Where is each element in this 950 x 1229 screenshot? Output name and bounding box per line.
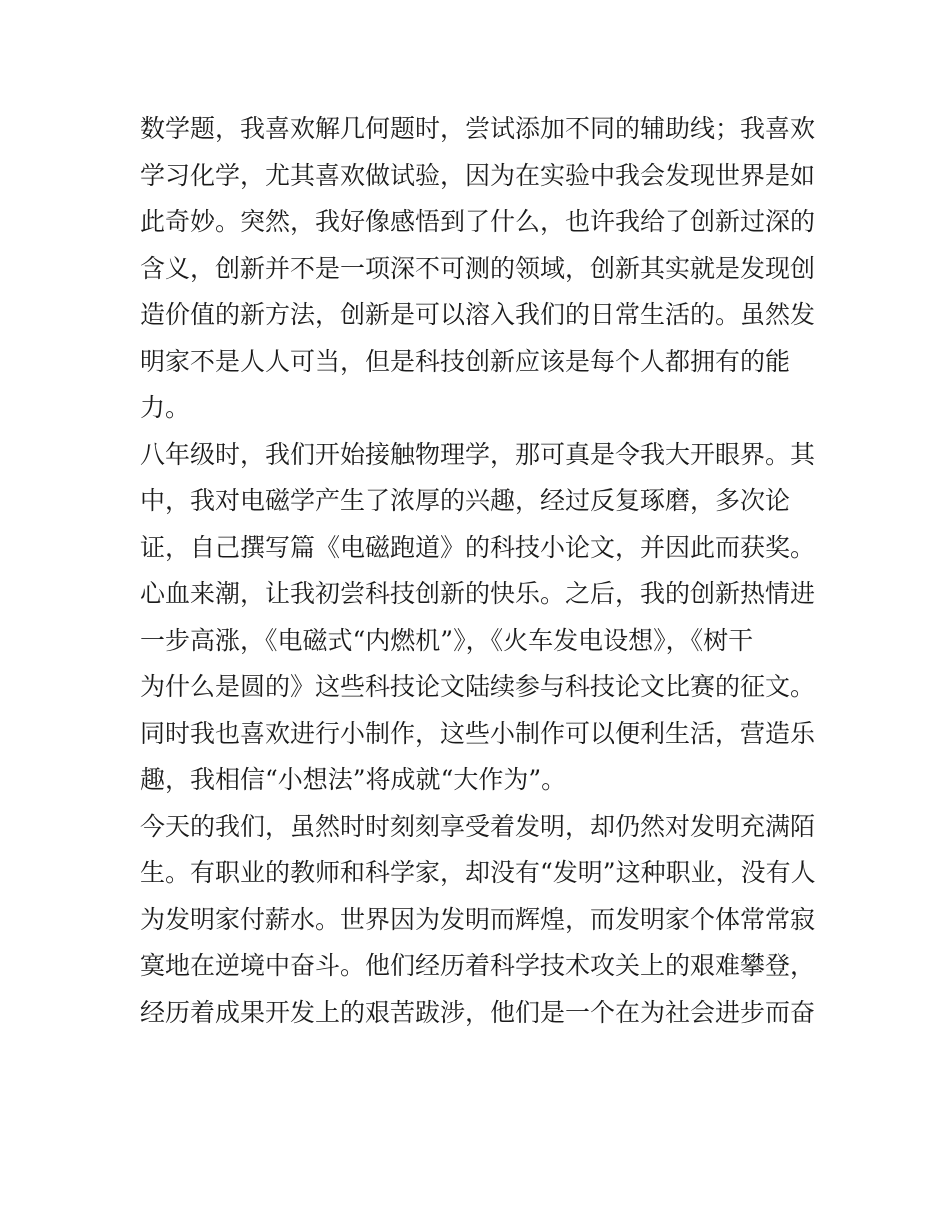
text-line: 此奇妙。突然，我好像感悟到了什么，也许我给了创新过深的 — [140, 207, 816, 236]
text-line: 同时我也喜欢进行小制作，这些小制作可以便利生活，营造乐 — [140, 718, 816, 748]
text-line: 学习化学，尤其喜欢做试验，因为在实验中我会发现世界是如 — [140, 160, 816, 190]
text-line: 心血来潮，让我初尝科技创新的快乐。之后，我的创新热情进 — [140, 579, 816, 608]
text-line: 含义，创新并不是一项深不可测的领域，创新其实就是发现创 — [140, 253, 816, 283]
text-line: 趣，我相信“小想法”将成就“大作为”。 — [140, 765, 567, 794]
text-line: 为发明家付薪水。世界因为发明而辉煌，而发明家个体常常寂 — [140, 904, 816, 934]
text-line: 一步高涨，《电磁式“内燃机”》，《火车发电设想》，《树干 — [140, 625, 754, 655]
text-line: 生。有职业的教师和科学家，却没有“发明”这种职业，没有人 — [140, 858, 816, 887]
text-line: 证，自己撰写篇《电磁跑道》的科技小论文，并因此而获奖。 — [140, 532, 816, 562]
text-line: 造价值的新方法，创新是可以溶入我们的日常生活的。虽然发 — [140, 300, 816, 329]
text-line: 明家不是人人可当，但是科技创新应该是每个人都拥有的能 — [140, 346, 791, 376]
text-line: 今天的我们，虽然时时刻刻享受着发明，却仍然对发明充满陌 — [140, 811, 816, 841]
text-line: 八年级时，我们开始接触物理学，那可真是令我大开眼界。其 — [140, 439, 816, 469]
essay-text — [140, 106, 820, 1036]
text-line: 数学题，我喜欢解几何题时，尝试添加不同的辅助线；我喜欢 — [140, 114, 816, 143]
text-line: 中，我对电磁学产生了浓厚的兴趣，经过反复琢磨，多次论 — [140, 486, 791, 515]
text-line: 经历着成果开发上的艰苦跋涉，他们是一个在为社会进步而奋 — [140, 997, 816, 1027]
text-line: 寞地在逆境中奋斗。他们经历着科学技术攻关上的艰难攀登， — [140, 951, 816, 980]
text-line: 力。 — [140, 393, 191, 422]
text-line: 为什么是圆的》这些科技论文陆续参与科技论文比赛的征文。 — [140, 672, 816, 701]
